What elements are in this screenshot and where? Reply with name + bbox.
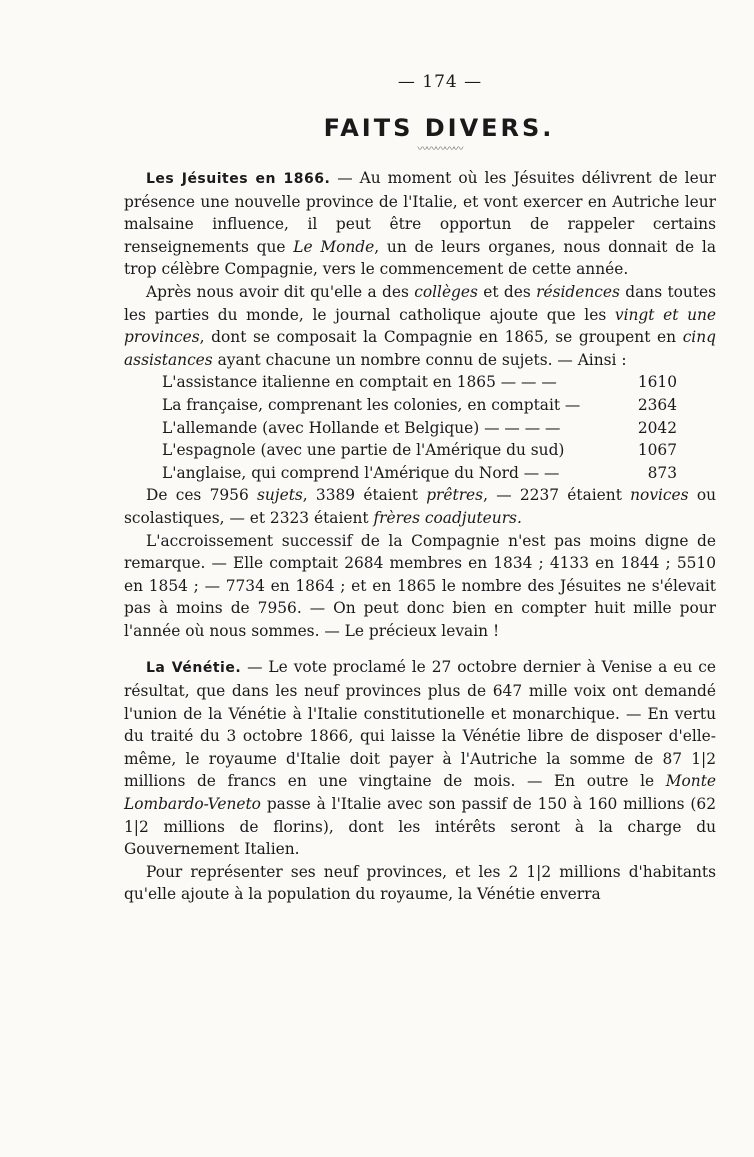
text: De ces 7956 [146, 486, 257, 505]
row-value: 873 [647, 463, 677, 482]
row-value: 1067 [637, 441, 677, 460]
article-jesuites [124, 167, 716, 642]
italic-text: sujets [257, 486, 303, 505]
text: ayant chacune un nombre connu de sujets. — Ainsi : [212, 350, 627, 369]
page-number: — 174 — [397, 72, 483, 92]
row-label: L'allemande (avec Hollande et Belgique) — — — — [162, 418, 561, 437]
row-label: L'anglaise, qui comprend l'Amérique du Nord — — [162, 463, 560, 482]
text: Après nous avoir dit qu'elle a des [146, 282, 415, 301]
row-label: La française, comprenant les colonies, en comptait — [162, 395, 581, 414]
text: — Au moment où les Jésuites délivrent de leur présence une nouvelle province de l'Italie, et vont exercer en Autriche leur malsaine influence, il peut être opportun de rappeler certains renseignements que [124, 169, 716, 256]
page [124, 72, 716, 906]
paragraph [124, 656, 716, 860]
text: passe à l'Italie avec son passif de 150 à 160 millions (62 1|2 millions de florins), dont les intérêts seront à la charge du Gouvernement Italien. [124, 795, 716, 859]
italic-text: Monte Lombardo-Veneto [124, 772, 716, 814]
italic-text: prêtres [426, 486, 484, 505]
italic-text: résidences [536, 282, 620, 301]
row-label: L'assistance italienne en comptait en 1865 — — — [162, 373, 557, 392]
article-venetie [124, 656, 716, 906]
paragraph [124, 167, 716, 281]
table-row [162, 394, 677, 417]
table-row [162, 371, 677, 394]
title-ornament: 〰〰〰〰〰 [417, 144, 463, 155]
text: — Le vote proclamé le 27 octobre dernier à Venise a eu ce résultat, que dans les neuf provinces plus de 647 mille voix ont demandé l'union de la Vénétie à l'Italie constitutionelle et monarchique. — En vertu du traité du 3 octobre 1866, qui laisse la Vénétie libre de disposer d'elle-même, le royaume d'Italie doit payer à l'Autriche la somme de 87 1|2 millions de francs en une vingtaine de mois. — En outre le [124, 658, 716, 791]
page-title: FAITS DIVERS. [323, 114, 555, 142]
paragraph: Pour représenter ses neuf provinces, et les 2 1|2 millions d'habitants qu'elle ajoute à la population du royaume, la Vénétie enverra [124, 862, 716, 904]
italic-text: novices [630, 486, 689, 505]
text: dans toutes les parties du monde, le journal catholique ajoute que les [124, 282, 717, 324]
paragraph [124, 484, 716, 529]
text: et des [477, 282, 537, 301]
table-row [162, 417, 677, 440]
paragraph [124, 281, 716, 371]
table-row [162, 462, 677, 485]
row-value: 2364 [637, 395, 677, 414]
text: ou scolastiques, — et 2323 étaient [124, 486, 716, 527]
article-heading: La Vénétie. [146, 660, 242, 677]
row-value: 2042 [637, 418, 677, 437]
text: , dont se composait la Compagnie en 1865, se groupent en [199, 328, 683, 347]
italic-text: Le Monde [293, 237, 375, 256]
article-heading: Les Jésuites en 1866. [146, 171, 331, 187]
text: , un de leurs organes, nous donnait de la trop célèbre Compagnie, vers le commencement de cette année. [124, 237, 716, 279]
italic-text: vingt et une provinces [124, 305, 717, 347]
assistance-table [162, 371, 677, 484]
text: , 3389 étaient [302, 486, 427, 505]
italic-text: collèges [414, 282, 478, 301]
text: , — 2237 étaient [483, 486, 631, 505]
row-value: 1610 [637, 373, 677, 392]
italic-text: frères coadjuteurs. [373, 508, 522, 527]
table-row [162, 439, 677, 462]
paragraph: L'accroissement successif de la Compagnie n'est pas moins digne de remarque. — Elle comptait 2684 membres en 1834 ; 4133 en 1844 ; 5510 en 1854 ; — 7734 en 1864 ; et en 1865 le nombre des Jésuites ne s'élevait pas à moins de 7956. — On peut donc bien en compter huit mille pour l'année où nous sommes. — Le précieux levain ! [124, 531, 716, 640]
row-label: L'espagnole (avec une partie de l'Amérique du sud) [162, 441, 565, 460]
italic-text: cinq assistances [124, 328, 716, 369]
